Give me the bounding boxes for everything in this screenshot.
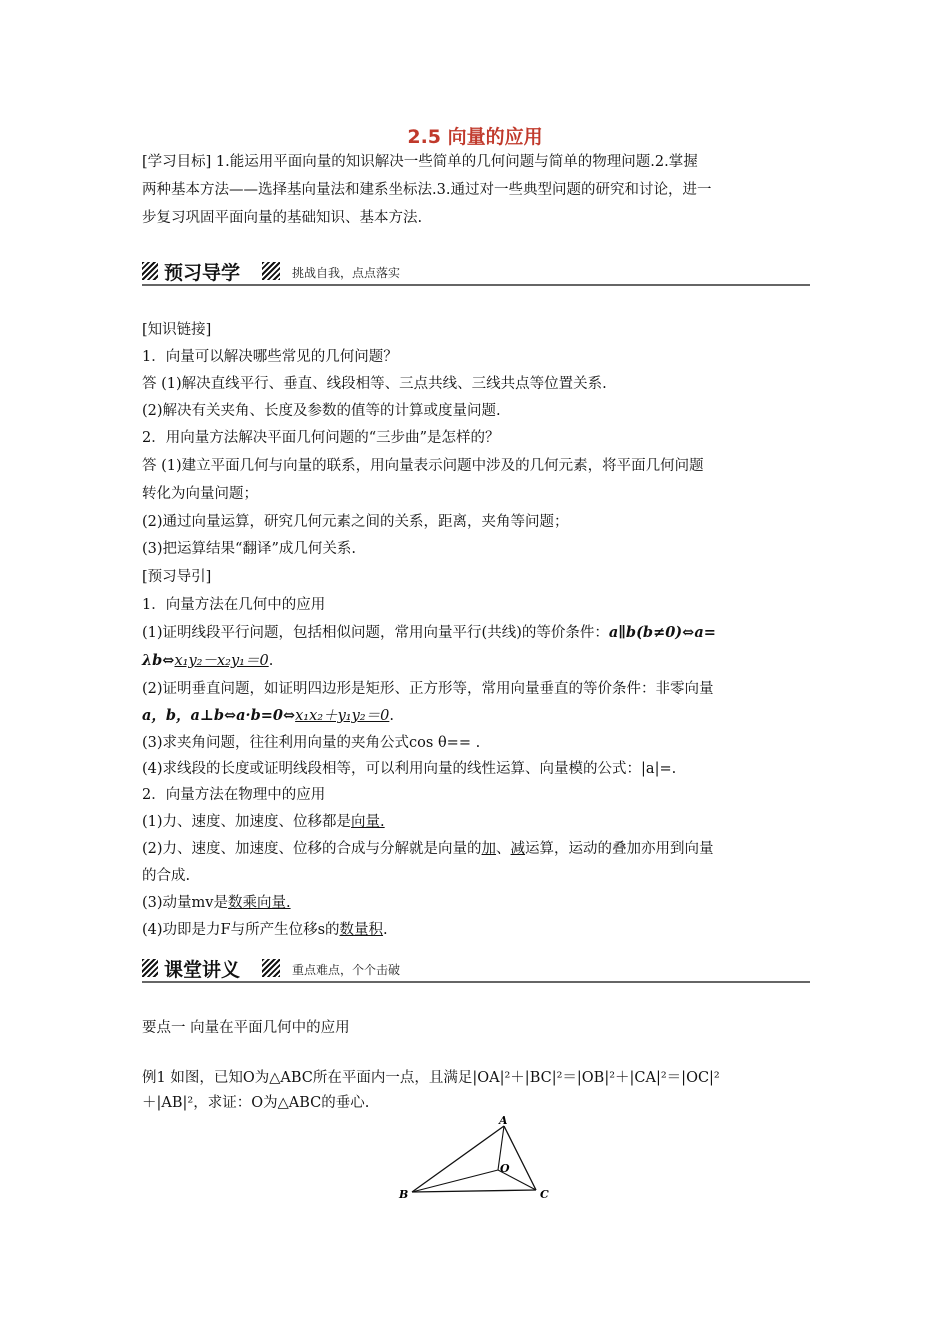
page-title: 2.5 向量的应用: [407, 126, 543, 148]
answer-span: 减: [510, 841, 526, 857]
answer-span: 向量.: [351, 814, 385, 830]
text-span: .: [389, 708, 394, 724]
example-line-1: 例1 如图，已知O为△ABC所在平面内一点，且满足|OA|²＋|BC|²＝|OB|²＋|CA|²＝|OC|²: [142, 1070, 720, 1086]
segment-ob: [412, 1170, 498, 1192]
triangle-figure: [390, 1110, 560, 1210]
text-line: (2)通过向量运算，研究几何元素之间的关系，距离，夹角等问题；: [142, 514, 569, 530]
text-span: 运算，运动的叠加亦用到向量: [525, 841, 714, 857]
text-line: (4)求线段的长度或证明线段相等，可以利用向量的线性运算、向量模的公式：|a|=.: [142, 761, 677, 777]
intro-line-3: 步复习巩固平面向量的基础知识、基本方法.: [142, 210, 423, 226]
text-line: (2)解决有关夹角、长度及参数的值等的计算或度量问题.: [142, 403, 501, 419]
text-line: [142, 621, 810, 642]
answer-span: x₁y₂－x₂y₁＝0: [174, 653, 269, 669]
stripe-decoration: [142, 262, 158, 280]
text-span: 、: [496, 841, 511, 857]
text-line: 答 (1)建立平面几何与向量的联系，用向量表示问题中涉及的几何元素，将平面几何问题: [142, 458, 704, 474]
text-line: 2．用向量方法解决平面几何问题的“三步曲”是怎样的？: [142, 430, 500, 446]
intro-line-2: 两种基本方法——选择基向量法和建系坐标法.3.通过对一些典型问题的研究和讨论，进一: [142, 182, 712, 198]
text-span: (3)动量mv是: [142, 895, 228, 911]
text-line: 2．向量方法在物理中的应用: [142, 787, 326, 803]
intro-line-1: [学习目标] 1.能运用平面向量的知识解决一些简单的几何问题与简单的物理问题.2.掌握: [142, 154, 698, 170]
section-banner-preview: [142, 258, 810, 288]
answer-span: 数乘向量.: [227, 895, 291, 911]
text-line: (3)把运算结果“翻译”成几何关系.: [142, 541, 356, 557]
label-o: O: [500, 1162, 510, 1175]
text-span: (2)力、速度、加速度、位移的合成与分解就是向量的: [142, 841, 482, 857]
text-line: [142, 918, 810, 939]
text-span: (1)力、速度、加速度、位移都是: [142, 814, 352, 830]
section-rule: [142, 284, 810, 286]
section-rule: [142, 981, 810, 983]
text-span: .: [268, 653, 274, 669]
math-span: λb⇔: [142, 652, 175, 669]
answer-span: 数量积: [339, 922, 384, 938]
text-line: [142, 891, 810, 912]
math-span: a，b，a⊥b⇔a·b=0⇔: [142, 707, 296, 724]
example-line-2: ＋|AB|²，求证：O为△ABC的垂心.: [142, 1095, 370, 1111]
text-line: [142, 649, 810, 670]
text-line: [142, 704, 810, 725]
label-a: A: [499, 1114, 508, 1127]
section-banner-lecture: [142, 955, 810, 985]
stripe-decoration: [142, 959, 158, 977]
text-line: 1．向量方法在几何中的应用: [142, 597, 326, 613]
math-span: a∥b(b≠0)⇔a=: [608, 624, 716, 641]
stripe-decoration: [262, 959, 280, 977]
edge-ab: [412, 1126, 504, 1192]
stripe-decoration: [262, 262, 280, 280]
text-line: [预习导引]: [142, 569, 212, 585]
text-line: [142, 837, 810, 858]
text-line: (3)求夹角问题，往往利用向量的夹角公式cos θ== .: [142, 735, 481, 751]
text-line: [知识链接]: [142, 322, 212, 338]
section-subtitle: 挑战自我，点点落实: [292, 266, 401, 280]
text-line: 转化为向量问题；: [142, 486, 258, 502]
section-heading: 预习导学: [164, 262, 241, 284]
text-span: (1)证明线段平行问题，包括相似问题，常用向量平行(共线)的等价条件：: [142, 625, 609, 641]
text-line: 1．向量可以解决哪些常见的几何问题？: [142, 349, 398, 365]
section-subtitle: 重点难点，个个击破: [292, 963, 401, 977]
text-line: [142, 810, 810, 831]
text-line: (2)证明垂直问题，如证明四边形是矩形、正方形等，常用向量垂直的等价条件：非零向量: [142, 681, 714, 697]
text-span: (4)功即是力F与所产生位移s的: [142, 922, 340, 938]
edge-bc: [412, 1190, 536, 1192]
answer-span: x₁x₂＋y₁y₂＝0: [295, 708, 390, 724]
edge-ac: [504, 1126, 536, 1190]
text-span: .: [383, 922, 388, 938]
answer-span: 加: [481, 841, 497, 857]
label-b: B: [399, 1188, 409, 1201]
label-c: C: [540, 1188, 549, 1201]
key-point-heading: 要点一 向量在平面几何中的应用: [142, 1020, 350, 1036]
text-line: 答 (1)解决直线平行、垂直、线段相等、三点共线、三线共点等位置关系.: [142, 376, 607, 392]
section-heading: 课堂讲义: [164, 959, 241, 981]
text-line: 的合成.: [142, 868, 191, 884]
